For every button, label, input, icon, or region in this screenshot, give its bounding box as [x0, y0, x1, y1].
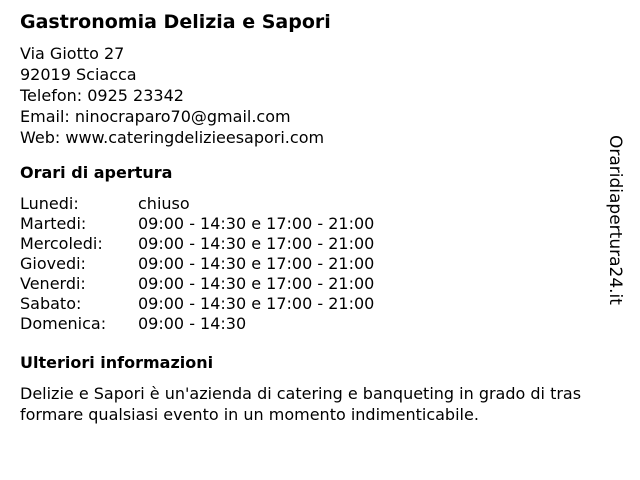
hours-time: 09:00 - 14:30 e 17:00 - 21:00 — [138, 214, 375, 233]
hours-day: Sabato: — [20, 294, 82, 313]
web-line: Web: www.cateringdelizieesapori.com — [20, 128, 325, 147]
hours-day: Venerdi: — [20, 274, 86, 293]
hours-row-monday — [20, 194, 440, 214]
business-name: Gastronomia Delizia e Sapori — [20, 11, 331, 33]
hours-row-wednesday — [20, 234, 440, 254]
hours-day: Martedi: — [20, 214, 87, 233]
hours-row-saturday — [20, 294, 440, 314]
address-street: Via Giotto 27 — [20, 44, 125, 63]
hours-day: Domenica: — [20, 314, 107, 333]
hours-row-tuesday — [20, 214, 440, 234]
more-info-text: Delizie e Sapori è un'azienda di catering e banqueting in grado di trasformare qualsiasi evento in un momento indimenticabile. — [20, 384, 582, 424]
address-city: 92019 Sciacca — [20, 65, 137, 84]
hours-row-thursday — [20, 254, 440, 274]
opening-hours-table — [20, 194, 440, 334]
hours-time: chiuso — [138, 194, 190, 213]
email-line: Email: ninocraparo70@gmail.com — [20, 107, 291, 126]
brand-watermark: Oraridiapertura24.it — [605, 135, 625, 305]
hours-row-friday — [20, 274, 440, 294]
opening-hours-title: Orari di apertura — [20, 163, 173, 182]
more-info-title: Ulteriori informazioni — [20, 353, 214, 372]
hours-row-sunday — [20, 314, 440, 334]
hours-time: 09:00 - 14:30 e 17:00 - 21:00 — [138, 274, 375, 293]
hours-time: 09:00 - 14:30 — [138, 314, 247, 333]
address-block — [20, 43, 324, 148]
hours-time: 09:00 - 14:30 e 17:00 - 21:00 — [138, 254, 375, 273]
hours-day: Lunedi: — [20, 194, 79, 213]
hours-day: Mercoledi: — [20, 234, 103, 253]
phone-line: Telefon: 0925 23342 — [20, 86, 184, 105]
hours-day: Giovedi: — [20, 254, 86, 273]
hours-time: 09:00 - 14:30 e 17:00 - 21:00 — [138, 294, 375, 313]
hours-time: 09:00 - 14:30 e 17:00 - 21:00 — [138, 234, 375, 253]
